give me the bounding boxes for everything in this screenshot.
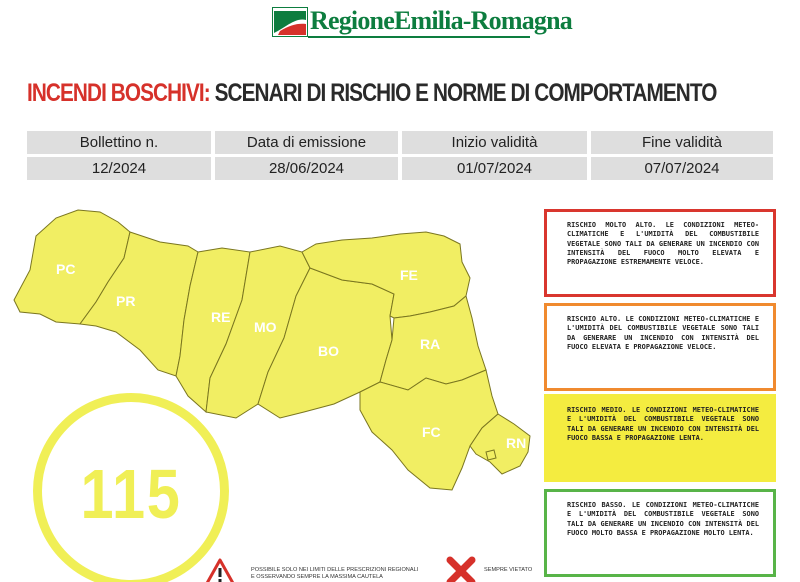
brand-underline [308,36,530,38]
brand-name: RegioneEmilia-Romagna [310,6,572,35]
bulletin-header-valid-to: Fine validità [591,131,773,154]
bulletin-valid-to: 07/07/2024 [591,157,773,180]
emergency-number-circle [33,393,229,582]
bulletin-issue-date: 28/06/2024 [215,157,398,180]
bulletin-number: 12/2024 [27,157,211,180]
province-label-mo: MO [254,319,277,335]
san-marino-enclave [486,450,496,460]
province-label-re: RE [211,309,231,325]
title-highlight: INCENDI BOSCHIVI: [27,79,210,107]
risk-medium-box: RISCHIO MEDIO. LE CONDIZIONI METEO-CLIMATICHE E L'UMIDITÀ DEL COMBUSTIBILE VEGETALE SONO TALI DA GENERARE UN INCENDIO CON INTENSITÀ DEL FUOCO BASSA E PROPAGAZIONE LENTA. [544,394,776,482]
bulletin-table [27,131,773,180]
region-logo [272,4,572,40]
page-title [27,79,716,108]
province-label-fc: FC [422,424,441,440]
caution-note-line1: POSSIBILE SOLO NEI LIMITI DELLE PRESCRIZIONI REGIONALI [251,567,419,573]
province-label-fe: FE [400,267,418,283]
province-label-rn: RN [506,435,527,451]
province-label-pr: PR [116,293,136,309]
province-label-ra: RA [420,336,441,352]
caution-note-line2: E OSSERVANDO SEMPRE LA MASSIMA CAUTELA [251,574,383,580]
risk-low-box: RISCHIO BASSO. LE CONDIZIONI METEO-CLIMATICHE E L'UMIDITÀ DEL COMBUSTIBILE VEGETALE SONO TALI DA GENERARE UN INCENDIO CON INTENSITÀ DEL FUOCO MOLTO BASSA E PROPAGAZIONE MOLTO LENTA. [544,489,776,577]
region-flag-icon [272,7,308,37]
title-rest: SCENARI DI RISCHIO E NORME DI COMPORTAMENTO [209,79,717,107]
caution-note [251,567,418,581]
province-label-bo: BO [318,343,339,359]
bulletin-header-valid-from: Inizio validità [402,131,587,154]
red-cross-icon [446,556,476,582]
risk-very-high-box: RISCHIO MOLTO ALTO. LE CONDIZIONI METEO-CLIMATICHE E L'UMIDITÀ DEL COMBUSTIBILE VEGETALE SONO TALI DA GENERARE UN INCENDIO CON INTENSITÀ DEL FUOCO MOLTO ELEVATA E PROPAGAZIONE ESTREMAMENTE VELOCE. [544,209,776,297]
emergency-number: 115 [80,455,182,533]
bulletin-header-number: Bollettino n. [27,131,211,154]
province-label-pc: PC [56,261,76,277]
bulletin-valid-from: 01/07/2024 [402,157,587,180]
forbidden-note: SEMPRE VIETATO [484,567,533,573]
warning-triangle-icon [204,558,236,582]
risk-high-box: RISCHIO ALTO. LE CONDIZIONI METEO-CLIMATICHE E L'UMIDITÀ DEL COMBUSTIBILE VEGETALE SONO TALI DA GENERARE UN INCENDIO CON INTENSITÀ DEL FUOCO ELEVATA E PROPAGAZIONE VELOCE. [544,303,776,391]
bulletin-header-issue-date: Data di emissione [215,131,398,154]
